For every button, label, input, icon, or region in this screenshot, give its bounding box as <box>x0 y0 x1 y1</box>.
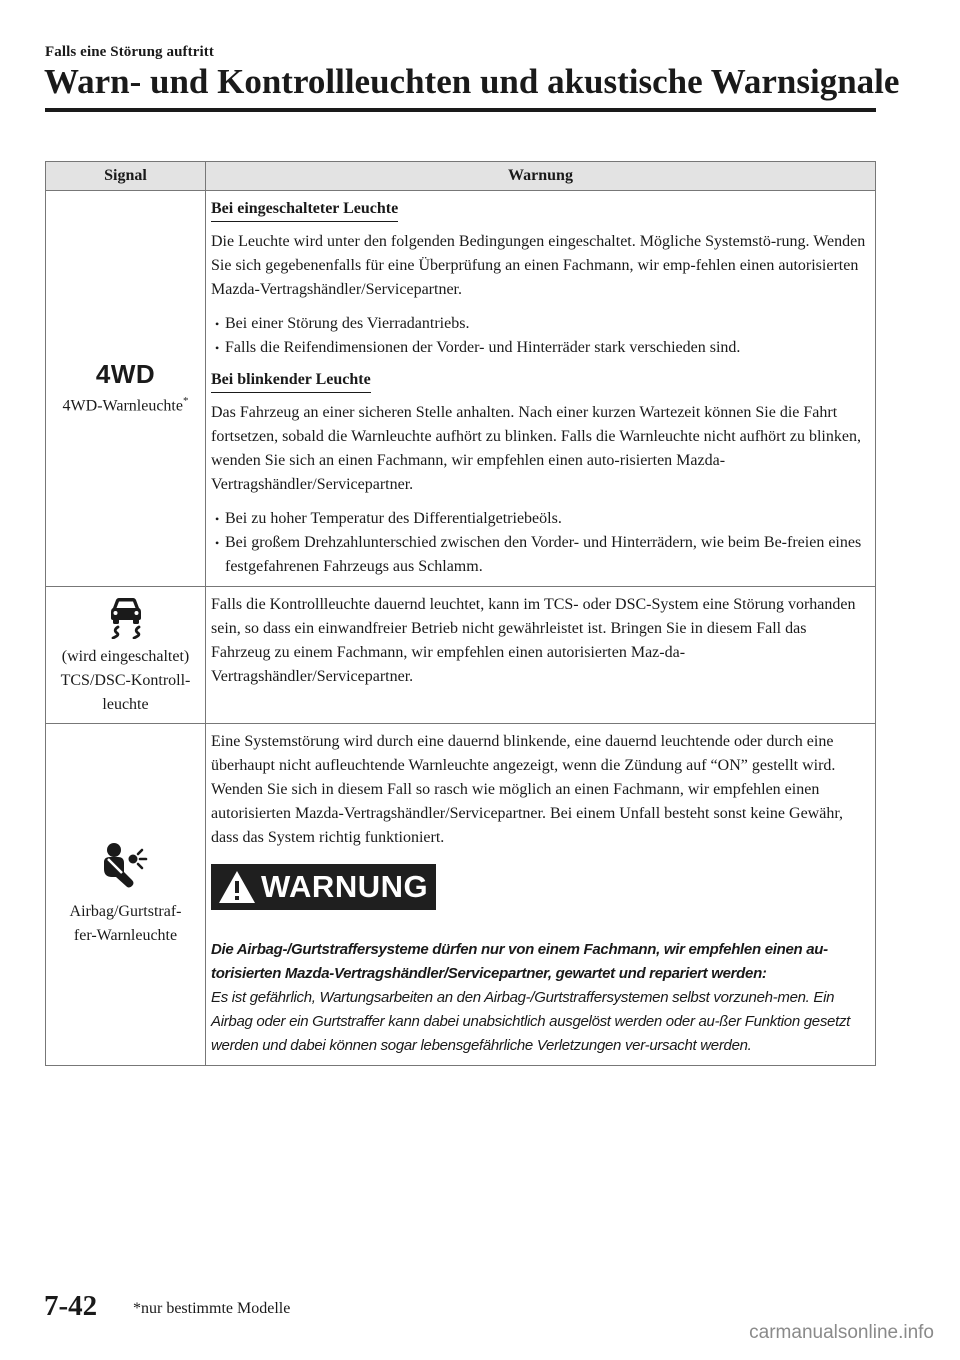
subheading-light-on: Bei eingeschalteter Leuchte <box>211 197 398 222</box>
signal-cell-tcs-dsc <box>46 587 206 724</box>
subheading-light-flashing: Bei blinkender Leuchte <box>211 368 371 393</box>
paragraph-airbag: Eine Systemstörung wird durch eine dauernd blinkende, eine dauernd leuchtende oder durch eine überhaupt nicht aufleuchtende Warnleuchte angezeigt, wenn die Zündung auf “ON” gestellt wird. Wenden Sie sich in diesem Fall so rasch wie möglich an einen Fachmann, wir empfehlen einen autorisierten Mazda-Vertragshändler/Servicepartner. Bei einem Unfall besteht sonst keine Gewähr, dass das System richtig funktioniert. <box>211 733 844 846</box>
table-row-airbag <box>46 724 876 1066</box>
warning-text-block <box>211 938 869 1058</box>
warning-bold-text: Die Airbag-/Gurtstraffersysteme dürfen nur von einem Fachmann, wir empfehlen einen au-torisierten Mazda-Vertragshändler/Servicepartner, gewartet und repariert werden: <box>211 941 828 982</box>
signal-label-tcs-line1: (wird eingeschaltet) <box>61 648 190 665</box>
warning-badge <box>211 864 436 910</box>
list-item: • Falls die Reifendimensionen der Vorder- und Hinterräder stark verschieden sind. <box>211 336 869 360</box>
warning-cell-airbag <box>206 724 876 1066</box>
airbag-seatbelt-icon <box>100 842 152 892</box>
signal-label-tcs-line3: leuchte <box>102 696 149 713</box>
warning-cell-tcs-dsc <box>206 587 876 724</box>
paragraph-light-on: Die Leuchte wird unter den folgenden Bedingungen eingeschaltet. Mögliche Systemstö-rung. Wenden Sie sich gegebenenfalls für eine Überprüfung an einen Fachmann, wir emp-fehlen einen autorisierten Mazda-Vertragshändler/Servicepartner. <box>211 233 866 298</box>
list-item: • Bei einer Störung des Vierradantriebs. <box>211 312 869 336</box>
signal-cell-4wd <box>46 191 206 587</box>
column-header-warning: Warnung <box>206 162 876 191</box>
table-row-tcs-dsc <box>46 587 876 724</box>
warning-cell-4wd <box>206 191 876 587</box>
section-label: Falls eine Störung auftritt <box>45 44 214 60</box>
bullet-list-light-flashing <box>211 507 869 579</box>
warning-normal-text: Es ist gefährlich, Wartungsarbeiten an den Airbag-/Gurtstraffersystemen selbst vorzuneh-men. Ein Airbag oder ein Gurtstraffer kann dabei unabsichtlich ausgelöst werden oder au-ßer Funktion gesetzt werden und dabei können sogar lebensgefährliche Verletzungen ver-ursacht werden. <box>211 989 851 1054</box>
warning-lights-table <box>45 161 876 1066</box>
list-item: • Bei zu hoher Temperatur des Differentialgetriebeöls. <box>211 507 869 531</box>
page-number: 7-42 <box>44 1290 98 1322</box>
4wd-icon: 4WD <box>95 358 156 389</box>
table-row-4wd <box>46 191 876 587</box>
title-rule <box>45 108 876 112</box>
warning-triangle-icon <box>217 869 257 905</box>
column-header-signal: Signal <box>46 162 206 191</box>
signal-label-4wd: 4WD-Warnleuchte* <box>62 394 189 415</box>
table-header-row <box>46 162 876 191</box>
tcs-dsc-skid-car-icon <box>104 595 148 639</box>
paragraph-light-flashing: Das Fahrzeug an einer sicheren Stelle anhalten. Nach einer kurzen Wartezeit können Sie die Fahrt fortsetzen, sobald die Warnleuchte aufhört zu blinken. Falls die Warnleuchte nicht aufhört zu blinken, wenden Sie sich an einen Fachmann, wir empfehlen einen auto-risierten Mazda-Vertragshändler/Servicepartner. <box>211 404 861 493</box>
page-title: Warn- und Kontrollleuchten und akustische Warnsignale <box>44 62 900 101</box>
signal-cell-airbag <box>46 724 206 1066</box>
footnote: *nur bestimmte Modelle <box>133 1300 291 1317</box>
watermark: carmanualsonline.info <box>749 1322 934 1343</box>
signal-label-airbag-line2: fer-Warnleuchte <box>73 926 178 944</box>
paragraph-tcs-dsc: Falls die Kontrollleuchte dauernd leuchtet, kann im TCS- oder DSC-System eine Störung vorhanden sein, so dass ein einwandfreier Betrieb nicht gewährleistet ist. Bringen Sie in diesem Fall das Fahrzeug zu einem Fachmann, wir empfehlen einen autorisierten Maz-da-Vertragshändler/Servicepartner. <box>211 596 856 685</box>
list-item: • Bei großem Drehzahlunterschied zwischen den Vorder- und Hinterrädern, wie beim Be-freien eines festgefahrenen Fahrzeugs aus Schlamm. <box>211 531 869 579</box>
signal-label-airbag-line1: Airbag/Gurtstraf- <box>69 902 182 920</box>
warning-badge-label: WARNUNG <box>261 869 429 904</box>
bullet-list-light-on <box>211 312 869 360</box>
signal-label-tcs-line2: TCS/DSC-Kontroll- <box>60 672 191 689</box>
